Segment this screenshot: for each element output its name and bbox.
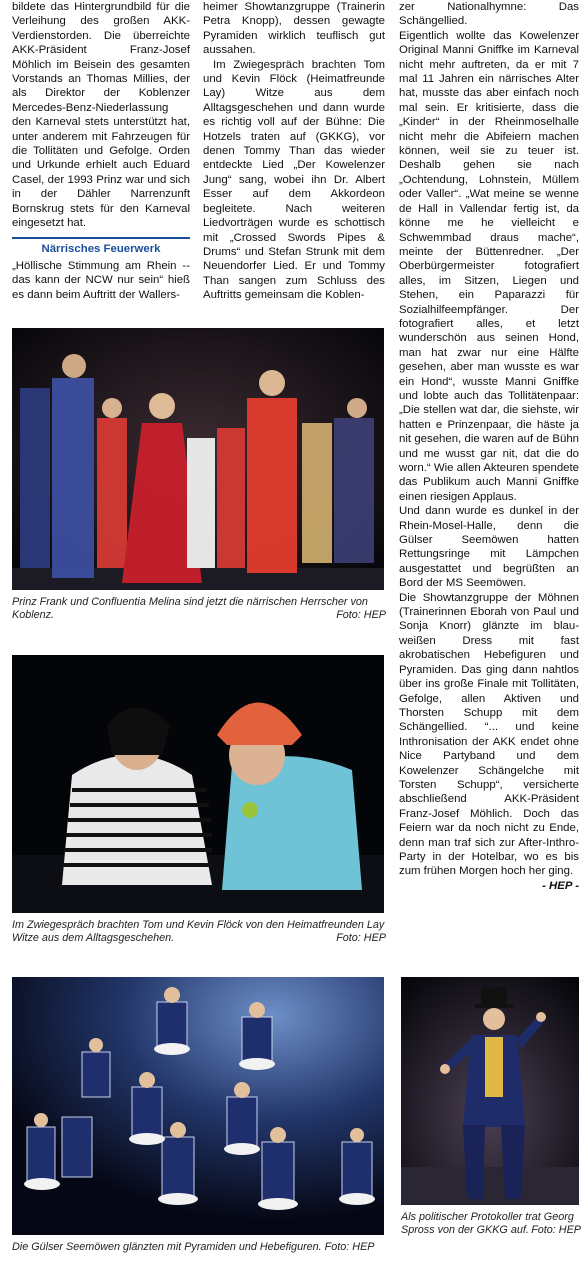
column-3-paragraph-2: Eigentlich wollte das Kowelenzer Original Manni Gniffke im Karneval nicht mehr auftreten, da er mit 7 mal 11 Jahren ein närrisches Alter hat, musste das aber einfach noch mal sein. Er kritisierte, dass die „Kinder“ in der Rheinmoselhalle nicht mehr die Abifeiern machen können, weil sie zu teuer ist. Deshalb gehen sie nach „Ochtendung, Lohnstein, Müllem oder Valler“. „Wat meine se wenne de Hall in Vallendar fertig ist, da könne me he vielleicht e Schwemmbad draus mache“, meinte der Büttenredner. „Der Oberbürgermeister fotografiert alles, im Sitzen, Liegen und Stehen, ein Paparazzi für Sozialhilfeempfänger. Der fotografiert alles, et letzt wunderschön aus seinen Hond, man hat zwar nur eine Hälfte gesehen, aber man wusste es war ein Hond“, wusste Manni Gniffke und lobte auch das Tollitätenpaar: „Die stellen wat dar, die siehste, wir hatten e Prinzenpaar, die häste ja nit gesehen, die waren auf de Bühn und me wusst gar nit, dat die do worn.“ Wie allen Akteuren spendete das Publikum auch Manni Gniffke einen riesigen Applaus. [399,29,579,503]
author-signature: - HEP - [542,879,579,892]
column-3-paragraph-4: Die Showtanzgruppe der Möhnen (Trainerinnen Eborah von Paul und Sonja Knorr) glänzte im blau-weißen Dress mit fast akrobatischen Hebefiguren und Pyramiden. Das ging dann nahtlos über ins große Finale mit Tollitäten, Gefolge, allen Aktiven und Thorsten Schupp mit dem Schängellied. “... und keine Inthronisation der AKK endet ohne Nice Partyband und dem Kowelenzer Schängelche mit Torsten Schupp“, versicherte abschließend AKK-Präsident Franz-Josef Möhlich. Doch das Feiern war da noch nicht zu Ende, denn man traf sich zur After-Inthro-Party in der Hotelbar, wo es bis zum frühen Morgen hoch her ging. [399,591,579,878]
article-column-2 [203,0,385,303]
article-column-1 [12,0,190,302]
photo-floeck-duo [12,655,384,913]
subheading: Närrisches Feuerwerk [12,237,190,256]
column-1-paragraph-1: bildete das Hintergrundbild für die Verleihung des großen AKK-Verdienstorden. Die überreichte AKK-Präsident Franz-Josef Möhlich im Beisein des gesamten Vorstands an Thomas Millies, der als Direktor der Koblenzer Mercedes-Benz-Niederlassung den Karneval stets unterstützt hat, unter anderem mit Fahrzeugen für die Tollitäten und Gefolge. Orden und Urkunde erhielt auch Eduard Casel, der 1993 Prinz war und sich in der Dähler Narrenzunft Bornskrug stets für den Karneval eingesetzt hat. [12,1,190,230]
photo-seemoewen-pyramid [12,977,384,1235]
column-2-paragraph-2: Im Zwiegespräch brachten Tom und Kevin Flöck (Heimatfreunde Lay) Witze aus dem Alltagsgeschehen und dann wurde es richtig voll auf der Bühne: Die Hotzels traten auf (GKKG), vor denen Tommy Than das wieder entdeckte Lied „Der Kowelenzer Jung“ sang, wobei ihn Dr. Albert Esser auf dem Akkordeon begleitete. Nach weiteren Liedvorträgen wurde es schottisch mit „Crossed Swords Pipes & Drums“ und Stefan Strunk mit dem Neuendorfer Lied. Er und Tommy Than sangen zum Schluss des Auftritts gemeinsam die Koblen- [203,58,385,302]
article-column-3 [399,0,579,893]
caption-photo-1-credit: Foto: HEP [336,609,386,621]
caption-photo-2-text: Im Zwiegespräch brachten Tom und Kevin Flöck von den Heimatfreunden Lay Witze aus dem Alltagsgeschehen. [12,919,385,944]
caption-photo-4-text: Als politischer Protokoller trat Georg Spross von der GKKG auf. [401,1211,574,1236]
caption-photo-3-text: Die Gülser Seemöwen glänzten mit Pyramiden und Hebefiguren. Foto: HEP [12,1241,375,1253]
caption-photo-4 [401,1211,581,1237]
column-3-paragraph-3: Und dann wurde es dunkel in der Rhein-Mosel-Halle, denn die Gülser Seemöwen hatten Rettungsringe mit Lämpchen ausgestattet und begrüßten an Bord der MS Seemöwen. [399,505,579,590]
caption-photo-2 [12,919,386,945]
caption-photo-4-credit: Foto: HEP [531,1224,581,1236]
column-2-paragraph-1: heimer Showtanzgruppe (Trainerin Petra Knopp), dessen gewagte Pyramiden wirklich teuflisch gut aussahen. [203,1,385,57]
photo-protokoller [401,977,579,1205]
caption-photo-1-text: Prinz Frank und Confluentia Melina sind jetzt die närrischen Herrscher von Koblenz. [12,596,368,621]
photo-prince-couple [12,328,384,590]
column-3-paragraph-1: zer Nationalhymne: Das Schängellied. [399,1,579,28]
column-1-paragraph-2: „Höllische Stimmung am Rhein -- das kann der NCW nur sein“ hieß es dann beim Auftritt der Wallers- [12,259,190,301]
caption-photo-3 [12,1241,388,1254]
caption-photo-2-credit: Foto: HEP [336,932,386,944]
caption-photo-1 [12,596,386,622]
